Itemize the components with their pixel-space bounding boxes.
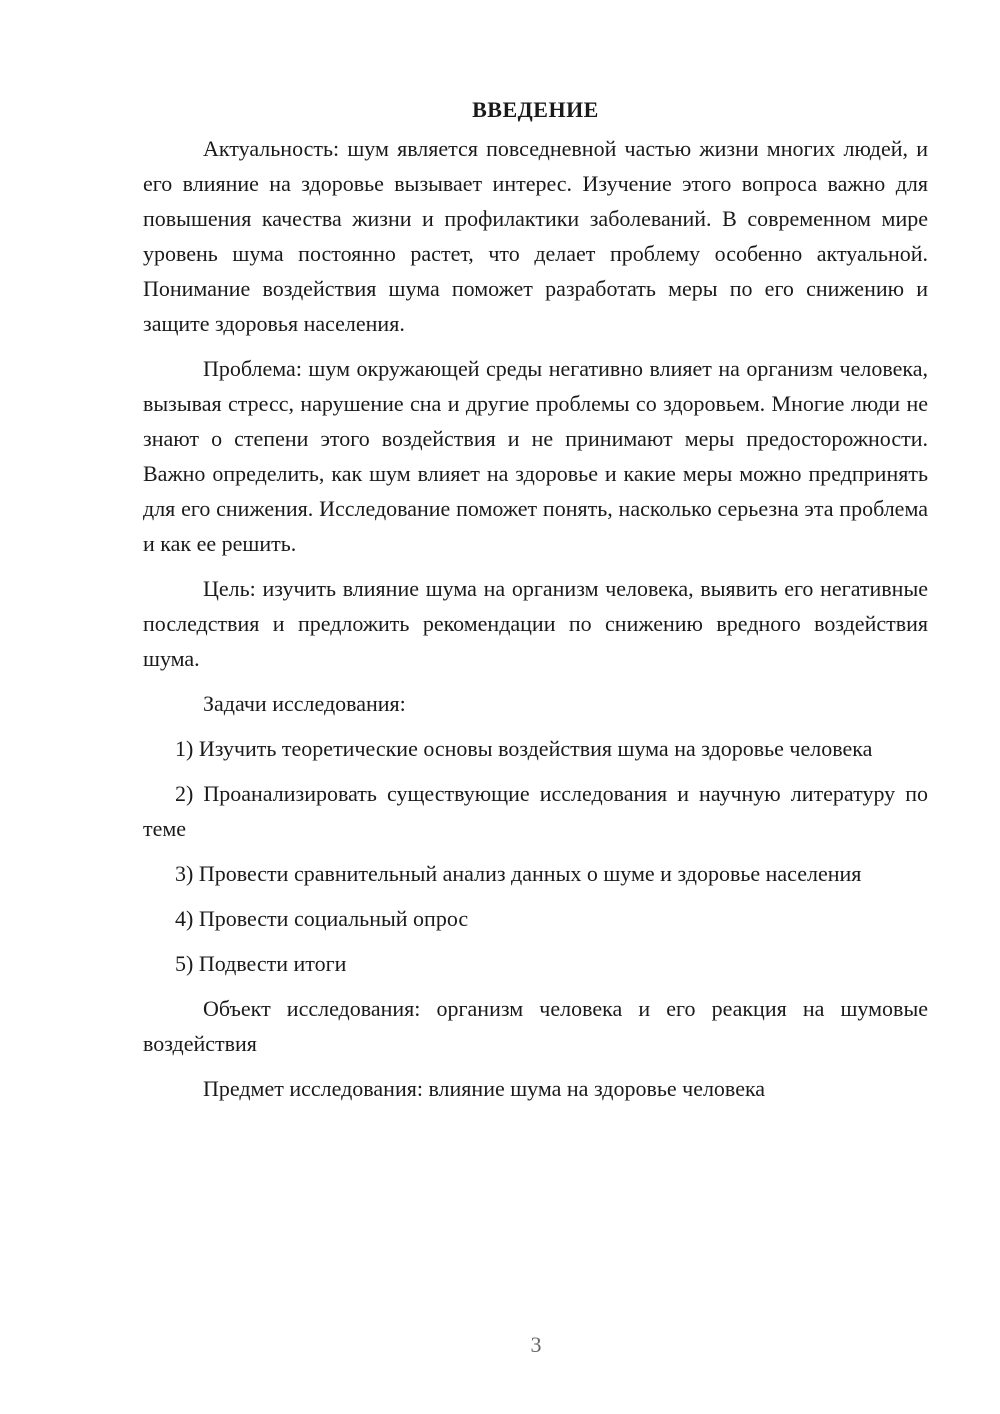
document-page	[143, 95, 928, 1116]
paragraph-relevance: Актуальность: шум является повседневной частью жизни многих людей, и его влияние на здоровье вызывает интерес. Изучение этого вопроса важно для повышения качества жизни и профилактики заболеваний. В современном мире уровень шума постоянно растет, что делает проблему особенно актуальной. Понимание воздействия шума поможет разработать меры по его снижению и защите здоровья населения.	[143, 136, 928, 336]
task-item-2: 2) Проанализировать существующие исследования и научную литературу по теме	[143, 781, 928, 841]
section-title: ВВЕДЕНИЕ	[472, 97, 599, 122]
page-number: 3	[530, 1332, 542, 1357]
tasks-heading: Задачи исследования:	[203, 691, 406, 716]
task-item-3: 3) Провести сравнительный анализ данных о шуме и здоровье населения	[175, 861, 862, 886]
paragraph-goal: Цель: изучить влияние шума на организм человека, выявить его негативные последствия и предложить рекомендации по снижению вредного воздействия шума.	[143, 576, 928, 671]
paragraph-object: Объект исследования: организм человека и его реакция на шумовые воздействия	[143, 996, 928, 1056]
task-item-5: 5) Подвести итоги	[175, 951, 347, 976]
paragraph-subject: Предмет исследования: влияние шума на здоровье человека	[203, 1076, 766, 1101]
task-item-1: 1) Изучить теоретические основы воздействия шума на здоровье человека	[175, 736, 873, 761]
paragraph-problem: Проблема: шум окружающей среды негативно влияет на организм человека, вызывая стресс, нарушение сна и другие проблемы со здоровьем. Многие люди не знают о степени этого воздействия и не принимают меры предосторожности. Важно определить, как шум влияет на здоровье и какие меры можно предпринять для его снижения. Исследование поможет понять, насколько серьезна эта проблема и как ее решить.	[143, 356, 928, 556]
task-item-4: 4) Провести социальный опрос	[175, 906, 469, 931]
